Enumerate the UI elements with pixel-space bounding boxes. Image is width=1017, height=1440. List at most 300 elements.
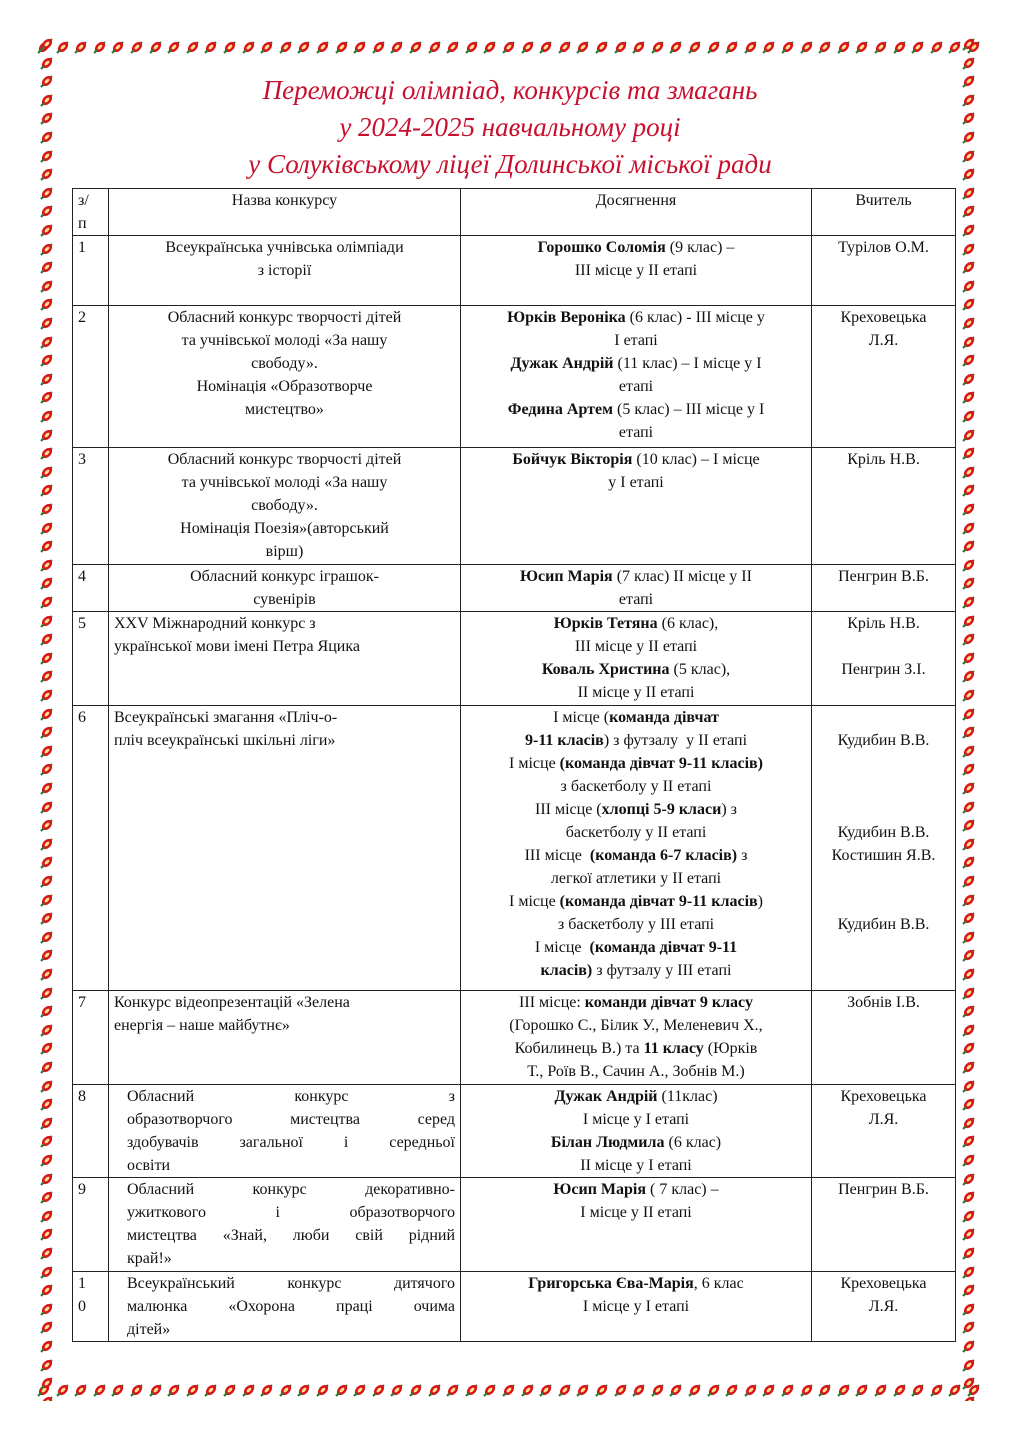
ornament-icon (39, 780, 55, 796)
ornament-icon (668, 39, 684, 55)
ornament-icon (39, 873, 55, 889)
ornament-icon (780, 1382, 796, 1398)
ornament-icon (278, 39, 294, 55)
contest-name-line: Обласний конкурс декоративно- (127, 1181, 455, 1198)
header-teacher: Вчитель (812, 189, 956, 236)
contest-name-line: Обласний конкурс творчості дітей (167, 451, 402, 468)
contest-name-line: дітей» (127, 1321, 171, 1338)
ornament-icon (39, 575, 55, 591)
ornament-icon (961, 501, 977, 517)
contest-name (109, 706, 461, 991)
ornament-icon (39, 929, 55, 945)
table-row (73, 1178, 956, 1272)
achievement-bold-text: (команда дівчат 9-11 (589, 939, 738, 956)
ornament-icon (352, 39, 368, 55)
ornament-icon (39, 668, 55, 684)
ornament-icon (575, 1382, 591, 1398)
achievement-line (466, 913, 806, 936)
ornament-icon (39, 1040, 55, 1056)
ornament-icon (39, 892, 55, 908)
ornament-icon (961, 1319, 977, 1335)
ornament-icon (687, 39, 703, 55)
teacher (812, 706, 956, 991)
teacher-line (817, 775, 950, 798)
ornament-icon (39, 687, 55, 703)
achievement-line (466, 1178, 806, 1201)
ornament-icon (39, 185, 55, 201)
achievement-text: з (737, 847, 748, 864)
contest-name-line: Всеукраїнський конкурс дитячого (127, 1275, 455, 1292)
contest-name-line: край!» (127, 1250, 172, 1267)
ornament-icon (961, 129, 977, 145)
achievement-line (466, 236, 806, 259)
ornament-icon (482, 39, 498, 55)
teacher-line (817, 635, 950, 658)
ornament-icon (961, 780, 977, 796)
ornament-icon (39, 520, 55, 536)
ornament-icon (780, 39, 796, 55)
achievement-line (466, 1131, 806, 1154)
achievement-text: етапі (618, 591, 654, 608)
achievement-line (466, 612, 806, 635)
ornament-icon (961, 1171, 977, 1187)
ornament-icon (892, 1382, 908, 1398)
ornament-icon (961, 929, 977, 945)
ornament-icon (961, 985, 977, 1001)
ornament-icon (873, 39, 889, 55)
contest-name-line: та учнівської молоді «За нашу (181, 332, 388, 349)
achievement-bold-text: Григорська Єва-Марія (528, 1275, 694, 1292)
achievement-text: ІІІ місце ( (534, 801, 602, 818)
achievement-line (466, 375, 806, 398)
ornament-icon (961, 966, 977, 982)
achievement-line (466, 259, 806, 282)
achievement-line (466, 821, 806, 844)
teacher-line (817, 706, 950, 729)
teacher-line: Кудибин В.В. (837, 916, 930, 933)
ornament-icon (39, 557, 55, 573)
ornament-icon (961, 334, 977, 350)
ornament-icon (961, 222, 977, 238)
ornament-icon (961, 185, 977, 201)
ornament-icon (39, 389, 55, 405)
contest-name-line: Обласний конкурс іграшок- (190, 568, 379, 585)
ornament-icon (961, 315, 977, 331)
row-number: 8 (73, 1085, 109, 1178)
achievement (461, 306, 812, 448)
achievement-text: (11клас) (657, 1088, 718, 1105)
row-number: 3 (73, 448, 109, 565)
ornament-icon (371, 1382, 387, 1398)
ornament-icon (961, 73, 977, 89)
row-number: 1 0 (73, 1272, 109, 1342)
ornament-icon (39, 1096, 55, 1112)
teacher-line: Л.Я. (868, 1298, 899, 1315)
table-row (73, 565, 956, 612)
ornament-icon (961, 1338, 977, 1354)
ornament-icon (961, 296, 977, 312)
ornament-icon (961, 910, 977, 926)
achievement-line (466, 421, 806, 444)
achievement-bold-text: Горошко Соломія (537, 239, 666, 256)
achievement-bold-text: (команда дівчат 9-11 класів (559, 893, 758, 910)
achievement-line (466, 352, 806, 375)
teacher-line: Л.Я. (868, 1111, 899, 1128)
ornament-icon (39, 724, 55, 740)
ornament-icon (39, 1059, 55, 1075)
ornament-icon (706, 39, 722, 55)
achievement-line (466, 890, 806, 913)
teacher-line (817, 798, 950, 821)
achievement-line (466, 729, 806, 752)
contest-name-line: мистецтво» (245, 401, 324, 418)
ornament-icon (961, 799, 977, 815)
achievement-text: баскетболу у ІІ етапі (565, 824, 707, 841)
contest-name-line: вірш) (265, 543, 304, 560)
achievement (461, 991, 812, 1085)
ornament-icon (520, 39, 536, 55)
ornament-icon (203, 1382, 219, 1398)
teacher-line: Пенгрин В.Б. (838, 568, 929, 585)
ornament-icon (520, 1382, 536, 1398)
header-number: з/ п (73, 189, 109, 236)
ornament-icon (650, 39, 666, 55)
ornament-icon (961, 743, 977, 759)
achievement-line (466, 752, 806, 775)
contest-name-line: з історії (257, 262, 312, 279)
achievement-text: І місце у І етапі (582, 1111, 690, 1128)
achievement-bold-text: команди дівчат 9 класу (584, 994, 753, 1011)
achievement-line (466, 1037, 806, 1060)
contest-name-line: Обласний конкурс творчості дітей (167, 309, 402, 326)
ornament-icon (185, 39, 201, 55)
ornament-icon (557, 1382, 573, 1398)
contest-name-line: свободу». (251, 355, 318, 372)
ornament-icon (39, 594, 55, 610)
ornament-icon (961, 1003, 977, 1019)
ornament-icon (961, 873, 977, 889)
ornament-icon (961, 538, 977, 554)
contest-name-line: свободу». (251, 497, 318, 514)
contest-name-line: української мови імені Петра Яцика (114, 638, 360, 655)
achievement-text: легкої атлетики у ІІ етапі (550, 870, 722, 887)
contest-name (109, 612, 461, 706)
achievement-line (466, 798, 806, 821)
table-row (73, 991, 956, 1085)
ornament-border-left (36, 36, 58, 1401)
achievement-bold-text: Юсип Марія (553, 1181, 647, 1198)
ornament-icon (39, 352, 55, 368)
ornament-icon (334, 1382, 350, 1398)
ornament-icon (39, 1189, 55, 1205)
ornament-icon (961, 241, 977, 257)
teacher-line (817, 752, 950, 775)
ornament-icon (222, 39, 238, 55)
achievement-line (466, 1014, 806, 1037)
table-body (73, 236, 956, 1342)
achievement (461, 236, 812, 306)
contest-name-line: Всеукраїнська учнівська олімпіади (165, 239, 404, 256)
row-number: 4 (73, 565, 109, 612)
achievement-line (466, 991, 806, 1014)
ornament-icon (961, 148, 977, 164)
achievement-text: (5 клас), (669, 661, 731, 678)
ornament-icon (538, 1382, 554, 1398)
achievement-line (466, 306, 806, 329)
ornament-icon (39, 315, 55, 331)
ornament-icon (961, 1394, 977, 1401)
ornament-icon (961, 1264, 977, 1280)
ornament-icon (39, 55, 55, 71)
title-line-1: Переможці олімпіад, конкурсів та змагань (262, 75, 758, 105)
ornament-icon (166, 39, 182, 55)
ornament-icon (315, 1382, 331, 1398)
ornament-icon (39, 1245, 55, 1261)
contest-name-line: Всеукраїнські змагання «Пліч-о- (114, 709, 338, 726)
ornament-icon (650, 1382, 666, 1398)
teacher-line: Креховецька (840, 1088, 927, 1105)
teacher-line: Креховецька (840, 1275, 927, 1292)
achievement-line (466, 329, 806, 352)
ornament-icon (39, 1171, 55, 1187)
achievement-text: (9 клас) – (665, 239, 735, 256)
table-row (73, 706, 956, 991)
contest-name-line: Номінація Поезія»(авторський (180, 520, 389, 537)
ornament-icon (39, 910, 55, 926)
ornament-icon (910, 39, 926, 55)
achievement-line (466, 1295, 806, 1318)
ornament-icon (259, 1382, 275, 1398)
ornament-icon (39, 1357, 55, 1373)
ornament-icon (668, 1382, 684, 1398)
ornament-icon (836, 39, 852, 55)
ornament-icon (799, 1382, 815, 1398)
ornament-icon (408, 39, 424, 55)
ornament-icon (836, 1382, 852, 1398)
ornament-icon (39, 1338, 55, 1354)
ornament-icon (39, 743, 55, 759)
ornament-icon (464, 1382, 480, 1398)
achievement-bold-text: Юрків Тетяна (553, 615, 658, 632)
ornament-icon (961, 1115, 977, 1131)
ornament-icon (464, 39, 480, 55)
teacher (812, 306, 956, 448)
ornament-icon (39, 836, 55, 852)
ornament-icon (39, 650, 55, 666)
ornament-icon (929, 1382, 945, 1398)
achievement-bold-text: (команда дівчат 9-11 класів) (559, 755, 763, 772)
ornament-icon (761, 39, 777, 55)
ornament-icon (259, 39, 275, 55)
teacher (812, 236, 956, 306)
teacher (812, 1272, 956, 1342)
achievement-line (466, 565, 806, 588)
achievement-text: (11 клас) – І місце у І (613, 355, 762, 372)
contest-name-line: Конкурс відеопрезентацій «Зелена (114, 994, 350, 1011)
achievement (461, 1085, 812, 1178)
ornament-icon (39, 1003, 55, 1019)
ornament-icon (445, 1382, 461, 1398)
ornament-icon (961, 464, 977, 480)
achievement-text: І місце ( (553, 709, 610, 726)
contest-name (109, 565, 461, 612)
ornament-icon (39, 278, 55, 294)
contest-name-line: та учнівської молоді «За нашу (181, 474, 388, 491)
ornament-icon (73, 39, 89, 55)
ornament-icon (538, 39, 554, 55)
achievement (461, 706, 812, 991)
ornament-icon (594, 1382, 610, 1398)
ornament-icon (241, 39, 257, 55)
ornament-icon (73, 1382, 89, 1398)
ornament-icon (389, 1382, 405, 1398)
ornament-icon (961, 687, 977, 703)
ornament-icon (278, 1382, 294, 1398)
ornament-icon (39, 241, 55, 257)
ornament-icon (961, 389, 977, 405)
ornament-icon (854, 39, 870, 55)
contest-name (109, 991, 461, 1085)
ornament-icon (961, 427, 977, 443)
teacher-line: Кудибин В.В. (837, 732, 930, 749)
title-line-2: у 2024-2025 навчальному році (339, 112, 681, 142)
ornament-icon (961, 36, 977, 52)
ornament-border-bottom (36, 1379, 980, 1401)
achievement-bold-text: команда дівчат (609, 709, 719, 726)
ornament-icon (613, 1382, 629, 1398)
ornament-icon (961, 668, 977, 684)
ornament-icon (761, 1382, 777, 1398)
ornament-icon (961, 892, 977, 908)
ornament-icon (389, 39, 405, 55)
teacher-line: Турілов О.М. (838, 239, 929, 256)
ornament-icon (961, 1189, 977, 1205)
ornament-icon (39, 947, 55, 963)
achievement-bold-text: Федина Артем (507, 401, 613, 418)
achievement-text: етапі (618, 378, 654, 395)
ornament-icon (39, 1152, 55, 1168)
contest-name-line: Обласний конкурс з (127, 1088, 455, 1105)
ornament-icon (961, 110, 977, 126)
ornament-icon (961, 1152, 977, 1168)
achievement-text: І етапі (614, 332, 658, 349)
ornament-icon (39, 203, 55, 219)
achievement-text: у І етапі (608, 474, 664, 491)
teacher (812, 448, 956, 565)
ornament-icon (743, 1382, 759, 1398)
row-number: 6 (73, 706, 109, 991)
achievement-text: (6 клас) - ІІІ місце у (625, 309, 765, 326)
achievement-line (466, 959, 806, 982)
ornament-icon (910, 1382, 926, 1398)
ornament-icon (613, 39, 629, 55)
teacher (812, 612, 956, 706)
ornament-icon (594, 39, 610, 55)
ornament-icon (961, 1226, 977, 1242)
ornament-icon (39, 371, 55, 387)
contest-name (109, 448, 461, 565)
achievement-line (466, 1154, 806, 1177)
achievement-text: ( 7 клас) – (646, 1181, 719, 1198)
ornament-icon (961, 761, 977, 777)
achievement-line (466, 1108, 806, 1131)
ornament-icon (961, 836, 977, 852)
achievement-bold-text: класів) (540, 962, 593, 979)
ornament-icon (961, 650, 977, 666)
achievement-text: з баскетболу у ІІІ етапі (557, 916, 715, 933)
ornament-icon (39, 148, 55, 164)
ornament-icon (371, 39, 387, 55)
ornament-icon (39, 129, 55, 145)
ornament-icon (631, 39, 647, 55)
ornament-icon (39, 817, 55, 833)
ornament-icon (39, 1394, 55, 1401)
ornament-icon (961, 1245, 977, 1261)
achievement-line (466, 1060, 806, 1083)
achievement-text: І місце у І етапі (582, 1298, 690, 1315)
achievement-bold-text: Юсип Марія (520, 568, 613, 585)
ornament-icon (817, 1382, 833, 1398)
achievement-line (466, 658, 806, 681)
achievement-text: (7 клас) ІІ місце у ІІ (612, 568, 752, 585)
ornament-icon (352, 1382, 368, 1398)
ornament-icon (501, 1382, 517, 1398)
achievement-text: І місце (509, 755, 560, 772)
ornament-icon (724, 1382, 740, 1398)
ornament-icon (687, 1382, 703, 1398)
achievement-text: (10 клас) – І місце (632, 451, 760, 468)
achievement-line (466, 471, 806, 494)
achievement-text: І місце у ІІ етапі (580, 1204, 692, 1221)
ornament-icon (961, 352, 977, 368)
ornament-icon (961, 1208, 977, 1224)
achievement-text: (Юрків (703, 1040, 758, 1057)
teacher (812, 991, 956, 1085)
achievement-text: ІІІ місце у ІІ етапі (574, 638, 698, 655)
ornament-icon (39, 110, 55, 126)
achievement (461, 612, 812, 706)
ornament-icon (39, 1282, 55, 1298)
ornament-icon (961, 817, 977, 833)
contest-name (109, 1178, 461, 1272)
teacher-line: Кудибин В.В. (837, 824, 930, 841)
ornament-icon (961, 445, 977, 461)
contest-name-line: освіти (127, 1157, 171, 1174)
ornament-icon (92, 1382, 108, 1398)
ornament-icon (39, 1226, 55, 1242)
ornament-icon (110, 39, 126, 55)
teacher (812, 1085, 956, 1178)
ornament-icon (334, 39, 350, 55)
achievement-bold-text: Юрків Вероніка (507, 309, 626, 326)
ornament-icon (743, 39, 759, 55)
achievement-bold-text: 11 класу (643, 1040, 704, 1057)
ornament-icon (445, 39, 461, 55)
ornament-icon (961, 55, 977, 71)
achievement-text: з баскетболу у ІІ етапі (560, 778, 712, 795)
ornament-icon (961, 1133, 977, 1149)
ornament-icon (961, 1282, 977, 1298)
contest-name-line: мистецтва «Знай, люби свій рідний (127, 1227, 455, 1244)
ornament-icon (39, 427, 55, 443)
ornament-icon (39, 1133, 55, 1149)
contest-name (109, 306, 461, 448)
ornament-icon (961, 1078, 977, 1094)
row-number: 5 (73, 612, 109, 706)
ornament-icon (241, 1382, 257, 1398)
achievement-text: ) (757, 893, 763, 910)
contest-name-line: XXV Міжнародний конкурс з (114, 615, 316, 632)
